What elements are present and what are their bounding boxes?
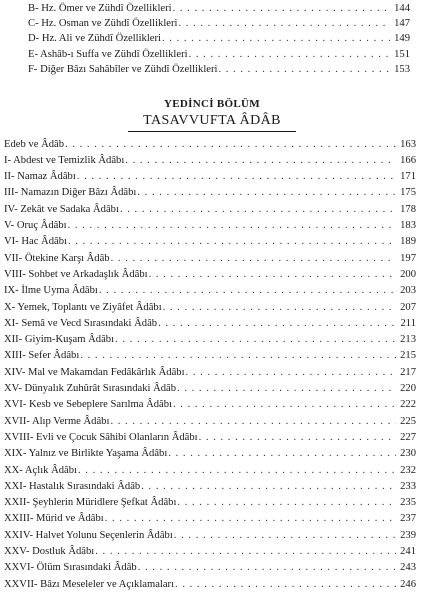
toc-entry-title: XXIII- Mürid ve Âdâbı — [4, 513, 104, 525]
toc-entry-page: 215 — [400, 350, 416, 362]
toc-entry-page: 246 — [400, 578, 416, 590]
toc-entry — [4, 138, 416, 152]
toc-entry-title: III- Namazın Diğer Bâzı Âdâbı — [4, 187, 137, 199]
toc-entry-page: 225 — [400, 415, 416, 427]
toc-entry — [4, 480, 416, 494]
dot-leader — [138, 561, 396, 575]
dot-leader — [115, 333, 396, 347]
toc-entry-title: Edeb ve Âdâb — [4, 138, 65, 150]
toc-entry — [28, 48, 410, 62]
toc-entry-title: II- Namaz Âdâbı — [4, 171, 76, 183]
toc-entry-title: VI- Hac Âdâbı — [4, 236, 67, 248]
toc-entry-title: XII- Giyim-Kuşam Âdâbı — [4, 334, 115, 346]
section-number: YEDİNCİ BÖLÜM — [164, 98, 260, 110]
toc-entry — [28, 32, 410, 46]
dot-leader — [173, 2, 390, 16]
dot-leader — [163, 301, 396, 315]
toc-entry-page: 166 — [400, 154, 416, 166]
toc-entry-page: 230 — [400, 448, 416, 460]
toc-entry-title: XXVII- Bâzı Meseleler ve Açıklamaları — [4, 578, 175, 590]
toc-entry-page: 235 — [400, 497, 416, 509]
toc-entry-page: 207 — [400, 301, 416, 313]
dot-leader — [173, 398, 396, 412]
toc-entry-title: XX- Açlık Âdâbı — [4, 464, 77, 476]
toc-entry-title: XVII- Alıp Verme Âdâbı — [4, 415, 110, 427]
dot-leader — [175, 578, 396, 592]
dot-leader — [199, 431, 396, 445]
toc-entry-page: 144 — [394, 3, 410, 14]
toc-entry — [4, 349, 416, 363]
toc-entry-title: B- Hz. Ömer ve Zühdî Özellikleri — [28, 3, 172, 14]
dot-leader — [162, 32, 390, 46]
toc-entry — [4, 203, 416, 217]
toc-entry — [28, 17, 410, 31]
toc-entry-title: XVI- Kesb ve Sebeplere Sarılma Âdâbı — [4, 399, 172, 411]
toc-entry — [4, 301, 416, 315]
dot-leader — [177, 496, 396, 510]
toc-entry-title: XXIV- Halvet Yolunu Seçenlerin Âdâbı — [4, 529, 173, 541]
toc-entry-page: 222 — [400, 399, 416, 411]
toc-entry-page: 220 — [400, 383, 416, 394]
toc-entry — [4, 431, 416, 445]
toc-entry-title: C- Hz. Osman ve Zühdî Özellikleri — [28, 18, 178, 30]
toc-entry-page: 197 — [400, 252, 416, 264]
toc-entry-page: 163 — [400, 138, 416, 150]
toc-entry — [4, 333, 416, 347]
dot-leader — [77, 170, 396, 184]
toc-entry-title: VII- Ötekine Karşı Âdâb — [4, 252, 110, 264]
toc-entry — [4, 578, 416, 592]
toc-entry-page: 213 — [400, 334, 416, 346]
dot-leader — [141, 480, 396, 494]
section-title: TASAVVUFTA ÂDÂB — [143, 113, 281, 128]
dot-leader — [111, 252, 396, 266]
toc-entry-page: 175 — [400, 187, 416, 199]
toc-entry — [4, 447, 416, 461]
dot-leader — [177, 382, 396, 396]
toc-entry-title: XXII- Şeyhlerin Müridlere Şefkat Âdâbı — [4, 497, 177, 509]
dot-leader — [149, 268, 396, 282]
toc-entry-page: 233 — [400, 480, 416, 492]
toc-entry — [4, 317, 416, 331]
toc-entry-page: 239 — [400, 529, 416, 541]
title-underline — [128, 131, 296, 132]
dot-leader — [99, 284, 396, 298]
toc-entry-page: 237 — [400, 513, 416, 525]
toc-entry-title: V- Oruç Âdâbı — [4, 220, 67, 231]
toc-entry-page: 232 — [400, 464, 416, 476]
toc-entry-page: 227 — [400, 431, 416, 443]
toc-entry-title: XXI- Hastalık Sırasındaki Âdâb — [4, 480, 141, 492]
toc-entry-title: E- Ashâb-ı Suffa ve Zühdî Özellikleri — [28, 48, 188, 60]
toc-entry — [4, 496, 416, 510]
toc-entry — [28, 63, 410, 77]
dot-leader — [65, 138, 396, 152]
dot-leader — [110, 415, 396, 429]
toc-entry-title: D- Hz. Ali ve Zühdî Özellikleri — [28, 33, 161, 45]
toc-entry — [4, 529, 416, 543]
toc-entry — [4, 284, 416, 298]
toc-entry-page: 211 — [400, 317, 416, 329]
dot-leader — [78, 464, 396, 478]
toc-entry-page: 151 — [394, 48, 410, 60]
toc-entry-title: XIV- Mal ve Makamdan Fedâkârlık Âdâbı — [4, 366, 185, 378]
toc-entry — [4, 219, 416, 233]
dot-leader — [125, 154, 396, 168]
toc-entry-title: XXVI- Ölüm Sırasındaki Âdâb — [4, 562, 137, 574]
toc-entry — [4, 186, 416, 200]
toc-entry-title: IV- Zekât ve Sadaka Âdâbı — [4, 203, 119, 215]
dot-leader — [120, 203, 396, 217]
toc-entry-title: XV- Dünyalık Zuhûrât Sırasındaki Âdâb — [4, 383, 177, 394]
toc-entry-page: 171 — [400, 171, 416, 183]
dot-leader — [218, 63, 390, 77]
toc-entry-title: F- Diğer Bâzı Sahâbîler ve Zühdî Özellikleri — [28, 63, 218, 75]
toc-entry — [4, 464, 416, 478]
toc-entry-title: XVIII- Evli ve Çocuk Sâhibi Olanların Âdâbı — [4, 431, 198, 443]
toc-entry — [4, 154, 416, 168]
toc-entry-page: 200 — [400, 268, 416, 280]
toc-entry-page: 203 — [400, 285, 416, 297]
toc-entry-title: VIII- Sohbet ve Arkadaşlık Âdâbı — [4, 268, 148, 280]
dot-leader — [137, 186, 396, 200]
dot-leader — [174, 529, 396, 543]
dot-leader — [105, 512, 396, 526]
toc-entry — [4, 545, 416, 559]
toc-entry — [4, 252, 416, 266]
dot-leader — [68, 235, 396, 249]
toc-entry-page: 153 — [394, 63, 410, 75]
toc-entry — [4, 268, 416, 282]
toc-entry-page: 178 — [400, 203, 416, 215]
toc-entry-page: 217 — [400, 366, 416, 378]
toc-entry — [4, 366, 416, 380]
dot-leader — [178, 17, 390, 31]
dot-leader — [168, 447, 396, 461]
toc-entry — [4, 170, 416, 184]
dot-leader — [80, 349, 396, 363]
toc-entry-title: I- Abdest ve Temizlik Âdâbı — [4, 154, 125, 166]
toc-entry — [4, 398, 416, 412]
toc-entry-title: X- Yemek, Toplantı ve Ziyâfet Âdâbı — [4, 301, 162, 313]
toc-entry — [4, 512, 416, 526]
dot-leader — [68, 219, 396, 233]
toc-entry — [4, 382, 416, 396]
toc-entry-page: 243 — [400, 562, 416, 574]
toc-entry — [4, 235, 416, 249]
toc-entry-page: 147 — [394, 18, 410, 30]
toc-entry — [28, 2, 410, 16]
toc-entry — [4, 415, 416, 429]
dot-leader — [158, 317, 396, 331]
toc-entry-page: 183 — [400, 220, 416, 231]
dot-leader — [189, 48, 390, 62]
toc-entry — [4, 561, 416, 575]
dot-leader — [186, 366, 396, 380]
toc-entry-page: 189 — [400, 236, 416, 248]
toc-entry-title: XIX- Yalnız ve Birlikte Yaşama Âdâbı — [4, 448, 168, 460]
toc-entry-title: IX- İlme Uyma Âdâbı — [4, 285, 98, 297]
toc-entry-page: 241 — [400, 546, 416, 557]
toc-entry-title: XIII- Sefer Âdâbı — [4, 350, 80, 362]
toc-entry-title: XXV- Dostluk Âdâbı — [4, 546, 95, 557]
toc-entry-title: XI- Semâ ve Vecd Sırasındaki Âdâb — [4, 317, 158, 329]
toc-entry-page: 149 — [394, 33, 410, 45]
dot-leader — [95, 545, 396, 559]
